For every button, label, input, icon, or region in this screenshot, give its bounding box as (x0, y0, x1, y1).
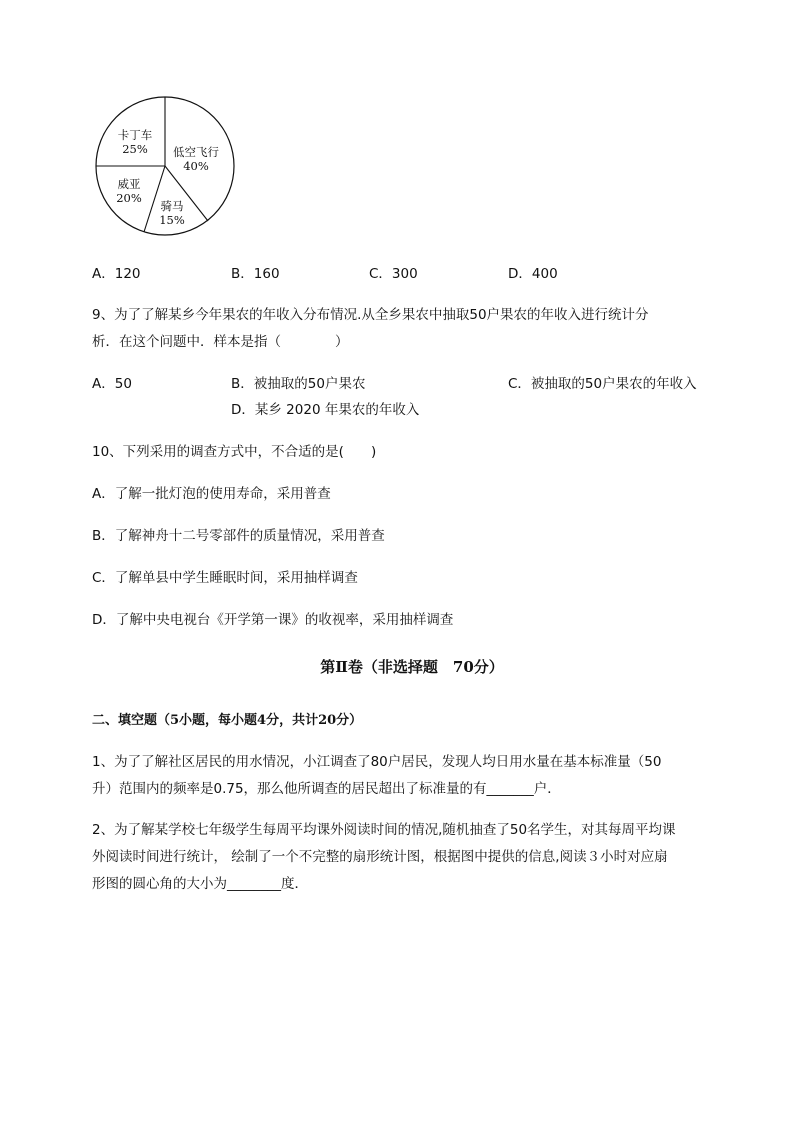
fill2-line3: 形图的圆心角的大小为________度． (92, 876, 308, 892)
q9-stem-line2: 析．在这个问题中．样本是指（ ） (92, 334, 349, 350)
pie-chart (94, 94, 238, 238)
q9-stem-line1: 9、为了了解某乡今年果农的年收入分布情况.从全乡果农中抽取50户果农的年收入进行统计分 (92, 307, 649, 323)
slice-label-horse: 骑马 (160, 199, 184, 213)
slice-label-low-flight: 低空飞行 (173, 145, 219, 159)
slice-label-kart: 卡丁车 (117, 128, 153, 142)
q10-option-d: D．了解中央电视台《开学第一课》的收视率，采用抽样调查 (92, 612, 454, 628)
q9-option-b: B．被抽取的50户果农 (231, 376, 366, 392)
q8-option-b: B．160 (231, 266, 280, 282)
q8-option-a: A．120 (92, 266, 141, 282)
slice-percent-horse: 15% (159, 213, 185, 227)
q10-option-b: B．了解神舟十二号零部件的质量情况，采用普查 (92, 528, 385, 544)
fill1-line2: 升）范围内的频率是0.75，那么他所调查的居民超出了标准量的有_______户． (92, 781, 561, 797)
q10-stem: 10、下列采用的调查方式中，不合适的是( ) (92, 444, 377, 460)
q8-option-c: C．300 (369, 266, 418, 282)
fill2-line1: 2、为了解某学校七年级学生每周平均课外阅读时间的情况,随机抽查了50名学生，对其每周平均课 (92, 822, 676, 838)
fill1-line1: 1、为了了解社区居民的用水情况，小江调查了80户居民，发现人均日用水量在基本标准量（50 (92, 754, 662, 770)
fill2-line2: 外阅读时间进行统计， 绘制了一个不完整的扇形统计图，根据图中提供的信息,阅读３小时对应扇 (92, 849, 668, 865)
section2-title: 二、填空题（5小题，每小题4分，共计20分） (92, 713, 363, 728)
slice-label-wire: 威亚 (117, 177, 141, 191)
q9-option-d: D．某乡 2020 年果农的年收入 (231, 402, 420, 418)
q9-option-c: C．被抽取的50户果农的年收入 (508, 376, 697, 392)
slice-percent-kart: 25% (122, 142, 148, 156)
q8-option-d: D．400 (508, 266, 558, 282)
slice-percent-low-flight: 40% (183, 159, 209, 173)
q9-option-a: A．50 (92, 376, 132, 392)
q10-option-a: A．了解一批灯泡的使用寿命，采用普查 (92, 486, 331, 502)
q10-option-c: C．了解单县中学生睡眠时间，采用抽样调查 (92, 570, 358, 586)
slice-percent-wire: 20% (116, 191, 142, 205)
part2-title: 第Ⅱ卷（非选择题 70分） (320, 658, 504, 676)
